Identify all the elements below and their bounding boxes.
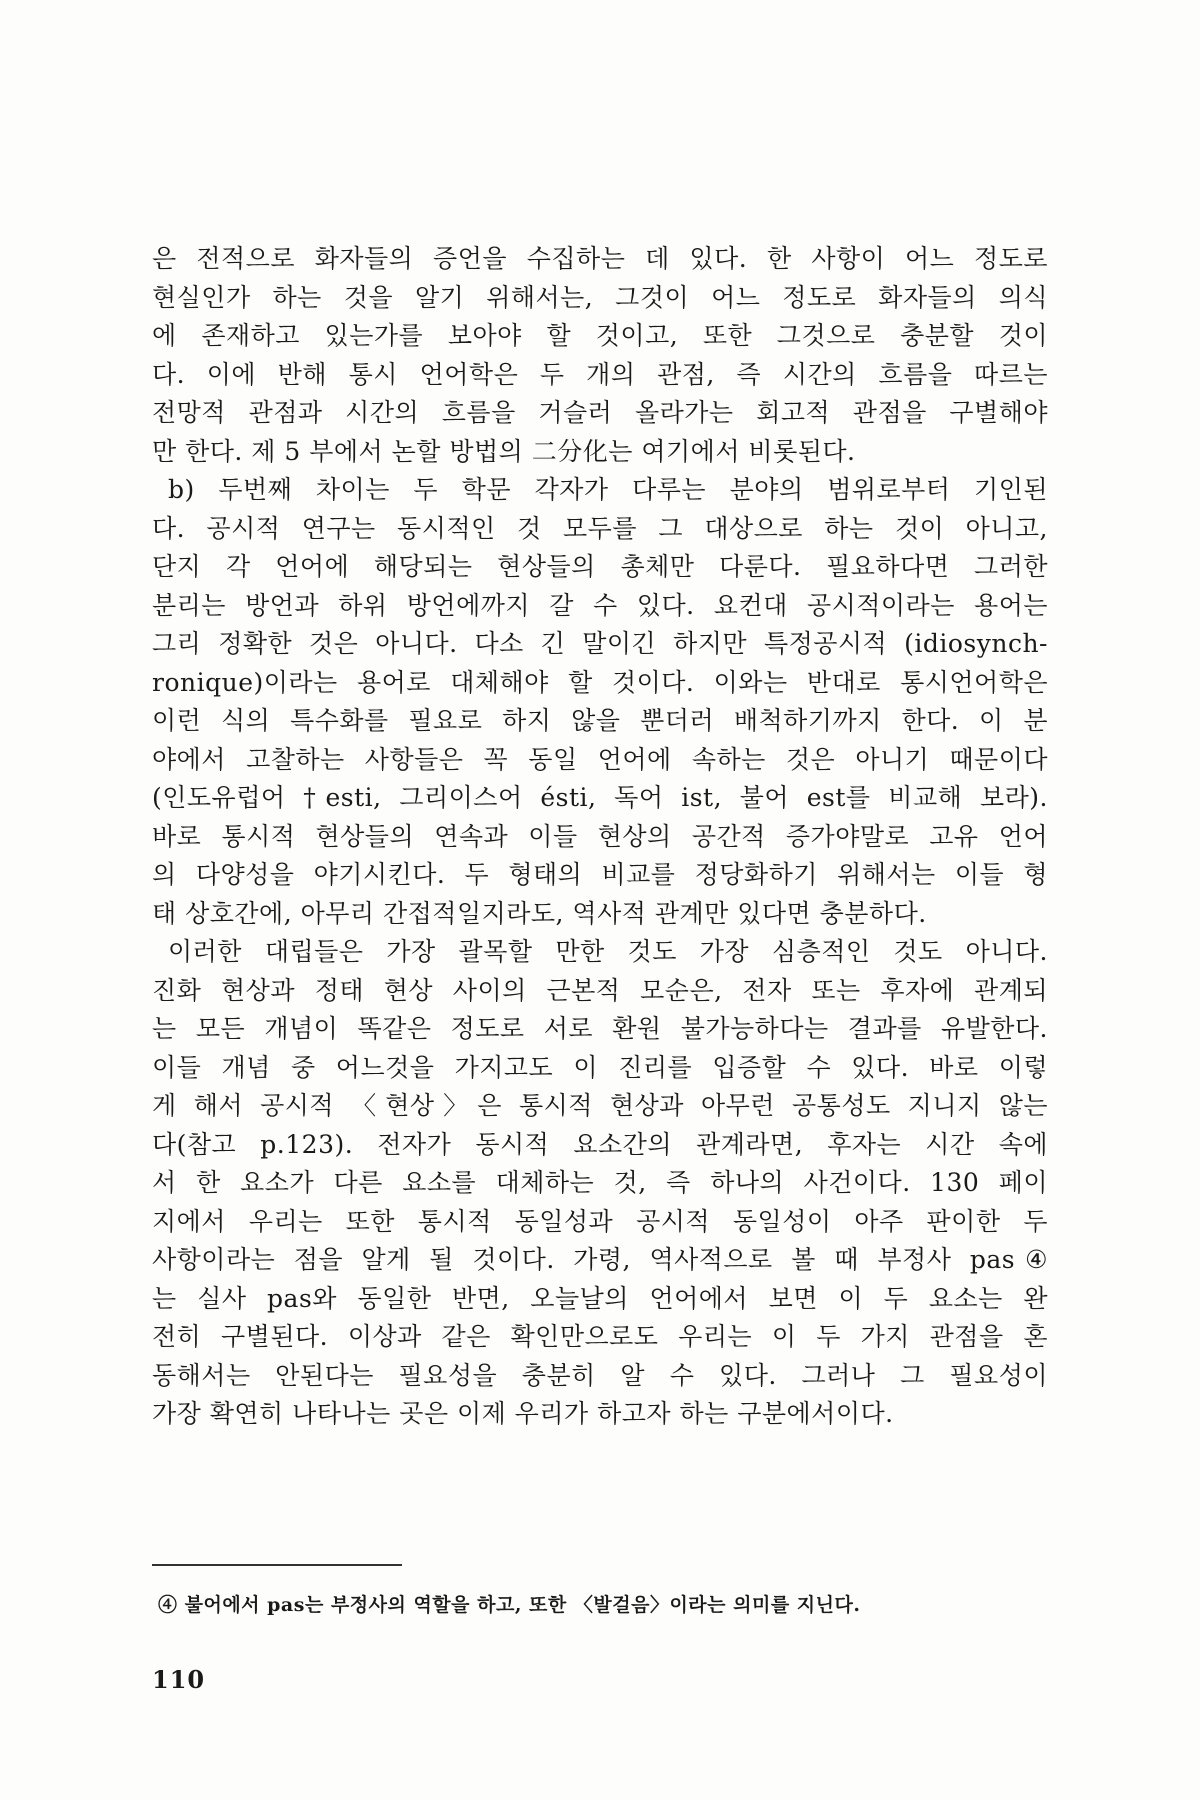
text-line: 분리는 방언과 하위 방언에까지 갈 수 있다. 요컨대 공시적이라는 용어는: [152, 590, 1048, 620]
text-line: 전망적 관점과 시간의 흐름을 거슬러 올라가는 회고적 관점을 구별해야: [152, 398, 1048, 427]
text-line: 서 한 요소가 다른 요소를 대체하는 것, 즉 하나의 사건이다. 130 페이: [152, 1168, 1048, 1197]
text-line: 야에서 고찰하는 사항들은 꼭 동일 언어에 속하는 것은 아니기 때문이다: [152, 744, 1048, 774]
text-line: ronique)이라는 용어로 대체해야 할 것이다. 이와는 반대로 통시언어학은: [152, 667, 1048, 697]
text-line: 만 한다. 제 5 부에서 논할 방법의 二分化는 여기에서 비롯된다.: [152, 436, 856, 466]
footnote: ④ 불어에서 pas는 부정사의 역할을 하고, 또한 〈발걸음〉이라는 의미를 지닌다.: [158, 1594, 861, 1616]
text-line: 바로 통시적 현상들의 연속과 이들 현상의 공간적 증가야말로 고유 언어: [152, 821, 1048, 851]
body-text: [152, 240, 1048, 1434]
page-number: 110: [152, 1665, 206, 1694]
text-line: 는 모든 개념이 똑같은 정도로 서로 환원 불가능하다는 결과를 유발한다.: [152, 1014, 1048, 1043]
text-line: 이러한 대립들은 가장 괄목할 만한 것도 가장 심층적인 것도 아니다.: [168, 937, 1048, 966]
text-line: (인도유럽어 †esti, 그리이스어 ésti, 독어 ist, 불어 est를 비교해 보라).: [152, 783, 1048, 812]
text-line: b) 두번째 차이는 두 학문 각자가 다루는 분야의 범위로부터 기인된: [168, 475, 1048, 504]
footnote-divider: [152, 1564, 402, 1566]
text-line: 는 실사 pas와 동일한 반면, 오늘날의 언어에서 보면 이 두 요소는 완: [152, 1283, 1048, 1313]
text-line: 단지 각 언어에 해당되는 현상들의 총체만 다룬다. 필요하다면 그러한: [152, 552, 1048, 581]
text-line: 에 존재하고 있는가를 보아야 할 것이고, 또한 그것으로 충분할 것이: [152, 321, 1048, 350]
text-line: 지에서 우리는 또한 통시적 동일성과 공시적 동일성이 아주 판이한 두: [152, 1206, 1048, 1236]
text-line: 이런 식의 특수화를 필요로 하지 않을 뿐더러 배척하기까지 한다. 이 분: [152, 706, 1048, 735]
text-line: 다. 이에 반해 통시 언어학은 두 개의 관점, 즉 시간의 흐름을 따르는: [152, 359, 1048, 389]
text-line: 게 해서 공시적 〈현상〉은 통시적 현상과 아무런 공통성도 지니지 않는: [152, 1091, 1048, 1120]
text-line: 다. 공시적 연구는 동시적인 것 모두를 그 대상으로 하는 것이 아니고,: [152, 513, 1048, 543]
text-line: 태 상호간에, 아무리 간접적일지라도, 역사적 관계만 있다면 충분하다.: [152, 898, 927, 928]
text-line: 다(참고 p.123). 전자가 동시적 요소간의 관계라면, 후자는 시간 속에: [152, 1129, 1048, 1159]
text-line: 이들 개념 중 어느것을 가지고도 이 진리를 입증할 수 있다. 바로 이렇: [152, 1052, 1048, 1082]
text-line: 은 전적으로 화자들의 증언을 수집하는 데 있다. 한 사항이 어느 정도로: [152, 244, 1048, 273]
text-line: 전히 구별된다. 이상과 같은 확인만으로도 우리는 이 두 가지 관점을 혼: [152, 1322, 1048, 1351]
text-line: 동해서는 안된다는 필요성을 충분히 알 수 있다. 그러나 그 필요성이: [152, 1360, 1048, 1390]
text-line: 그리 정확한 것은 아니다. 다소 긴 말이긴 하지만 특정공시적 (idiosynch-: [152, 629, 1048, 658]
text-line: 의 다양성을 야기시킨다. 두 형태의 비교를 정당화하기 위해서는 이들 형: [152, 860, 1048, 889]
text-line: 사항이라는 점을 알게 될 것이다. 가령, 역사적으로 볼 때 부정사 pas④: [152, 1245, 1048, 1274]
text-line: 현실인가 하는 것을 알기 위해서는, 그것이 어느 정도로 화자들의 의식: [152, 282, 1048, 312]
text-line: 가장 확연히 나타나는 곳은 이제 우리가 하고자 하는 구분에서이다.: [152, 1399, 894, 1428]
text-line: 진화 현상과 정태 현상 사이의 근본적 모순은, 전자 또는 후자에 관계되: [152, 975, 1048, 1005]
